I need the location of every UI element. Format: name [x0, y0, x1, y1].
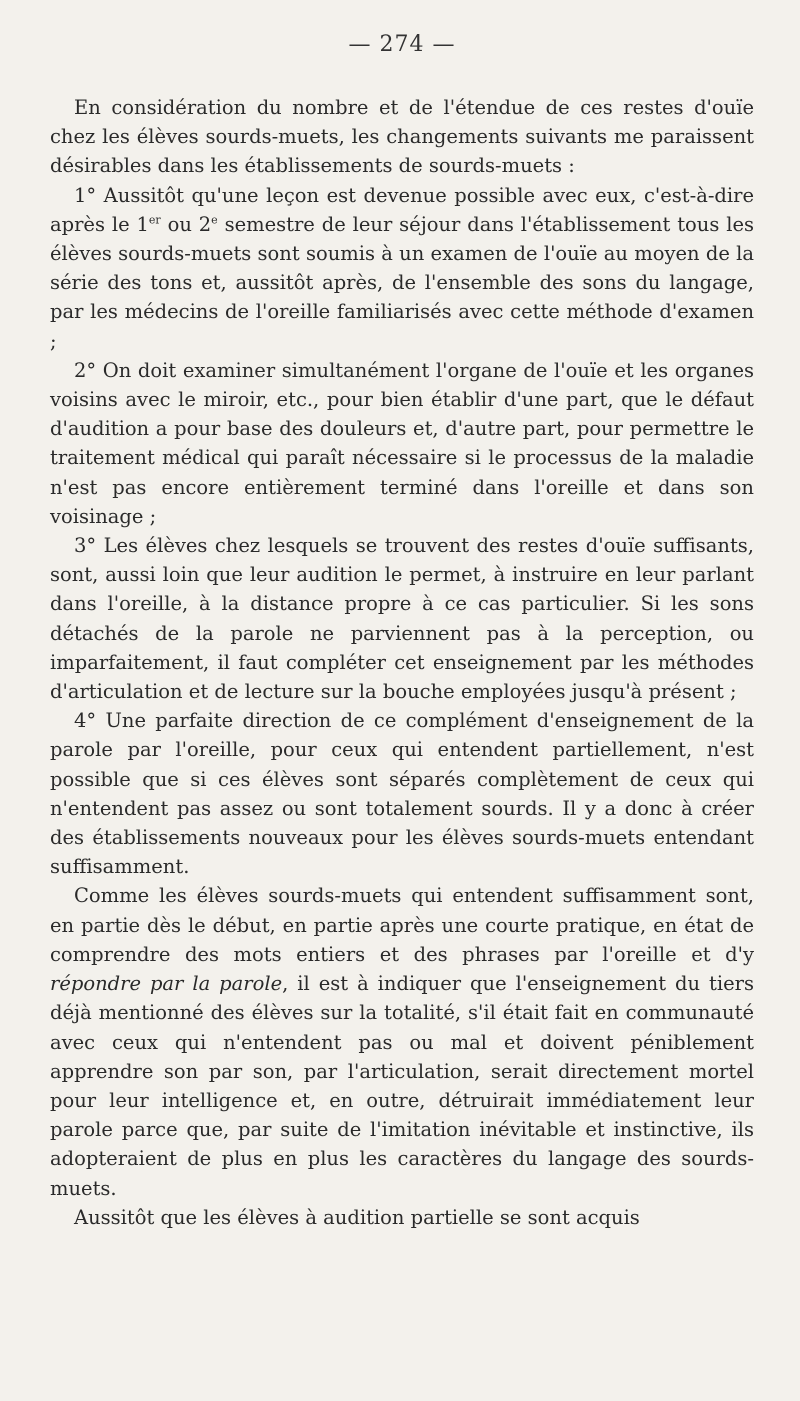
- page-body: [50, 93, 754, 1232]
- ordinal-superscript-second: e: [211, 213, 218, 227]
- paragraph-item-4: 4° Une parfaite direction de ce complément d'enseignement de la parole par l'oreille, pour ceux qui entendent partiellement, n'est possible que si ces élèves sont séparés complètement de ceux qui n'entendent pas assez ou sont totalement sourds. Il y a donc à créer des établissements nouveaux pour les élèves sourds-muets entendant suffisamment.: [50, 709, 754, 879]
- paragraph-item-2: 2° On doit examiner simultanément l'organe de l'ouïe et les organes voisins avec le miroir, etc., pour bien établir d'une part, que le défaut d'audition a pour base des douleurs et, d'autre part, pour permettre le traitement médical qui paraît nécessaire si le processus de la maladie n'est pas encore entièrement terminé dans l'oreille et dans son voisinage ;: [50, 358, 754, 528]
- paragraph-item-1-mid: ou 2: [160, 212, 212, 236]
- paragraph-comme: [50, 881, 754, 1202]
- paragraph-item-1: [50, 181, 754, 356]
- paragraph-item-3: 3° Les élèves chez lesquels se trouvent des restes d'ouïe suffisants, sont, aussi loin que leur audition le permet, à instruire en leur parlant dans l'oreille, à la distance propre à ce cas particulier. Si les sons détachés de la parole ne parviennent pas à la perception, ou imparfaitement, il faut compléter cet enseignement par les méthodes d'articulation et de lecture sur la bouche employées jusqu'à présent ;: [50, 534, 754, 704]
- paragraph-item-1-start: 1° Aussitôt qu'une leçon est devenue possible avec eux, c'est-à-dire après le 1: [50, 183, 754, 236]
- paragraph-last: Aussitôt que les élèves à audition partielle se sont acquis: [74, 1205, 640, 1229]
- paragraph-comme-before: Comme les élèves sourds-muets qui entendent suffisamment sont, en partie dès le début, en partie après une courte pratique, en état de comprendre des mots entiers et des phrases par l'oreille et d'y: [50, 884, 754, 966]
- paragraph-intro: En considération du nombre et de l'étendue de ces restes d'ouïe chez les élèves sourds-muets, les changements suivants me paraissent désirables dans les établissements de sourds-muets :: [50, 96, 754, 178]
- page-number: — 274 —: [348, 32, 456, 57]
- paragraph-comme-after: , il est à indiquer que l'enseignement du tiers déjà mentionné des élèves sur la totalité, s'il était fait en communauté avec ceux qui n'entendent pas ou mal et doivent péniblement apprendre son par son, par l'articulation, serait directement mortel pour leur intelligence et, en outre, détruirait immédiatement leur parole parce que, par suite de l'imitation inévitable et instinctive, ils adopteraient de plus en plus les caractères du langage des sourds-muets.: [50, 972, 754, 1200]
- ordinal-superscript-first: er: [148, 213, 161, 227]
- paragraph-item-1-end: semestre de leur séjour dans l'établissement tous les élèves sourds-muets sont soumis à un examen de l'ouïe au moyen de la série des tons et, aussitôt après, de l'ensemble des sons du langage, par les médecins de l'oreille familiarisés avec cette méthode d'examen ;: [50, 212, 755, 353]
- italic-phrase: répondre par la parole: [50, 972, 283, 996]
